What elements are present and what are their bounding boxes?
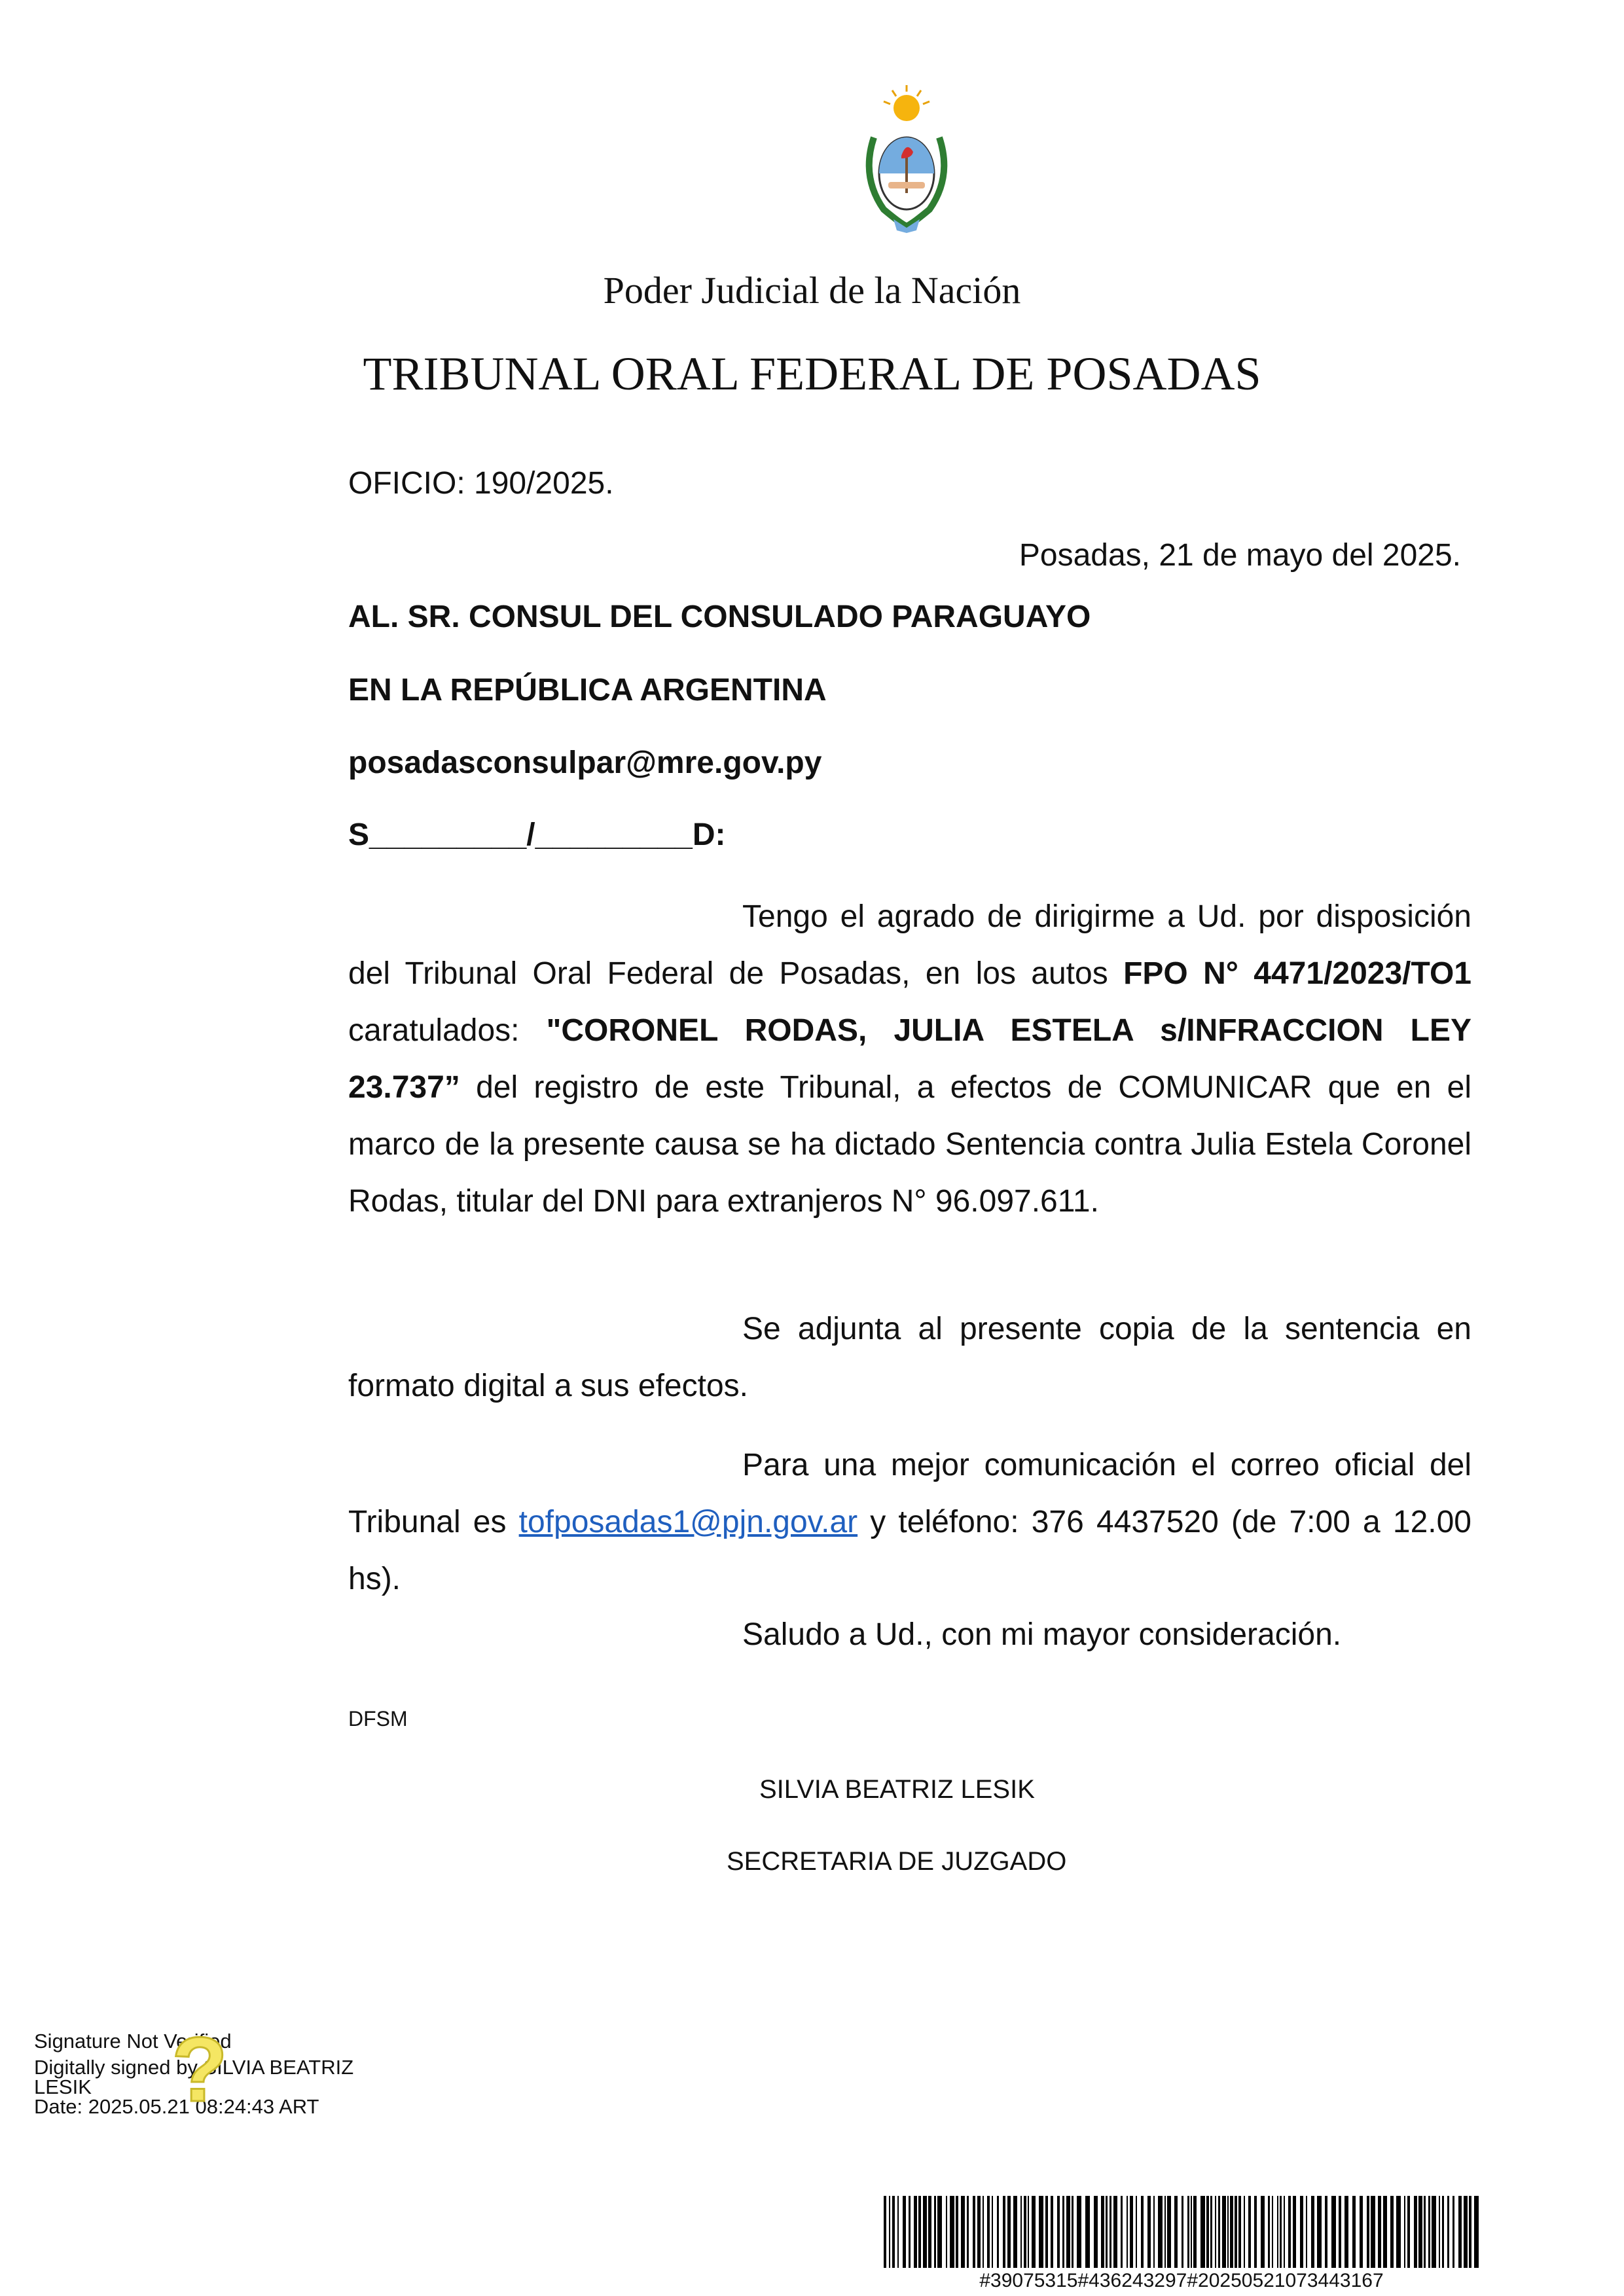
signature-status: Signature Not Verified [34, 2030, 232, 2053]
signer-title: SECRETARIA DE JUZGADO [727, 1847, 1067, 1876]
closing-line: Saludo a Ud., con mi mayor consideración. [742, 1617, 1342, 1652]
paragraph-text: Para una mejor comunicación el correo oficial del Tribunal es [348, 1448, 1471, 1539]
paragraph-text: Se adjunta al presente copia de la sentencia en formato digital a sus efectos. [348, 1312, 1471, 1403]
recipient-email: posadasconsulpar@mre.gov.py [348, 745, 822, 780]
svg-text:?: ? [171, 2022, 228, 2121]
signature-date: Date: 2025.05.21 08:24:43 ART [34, 2095, 319, 2118]
signature-signed-by-cont: LESIK [34, 2075, 92, 2098]
coat-of-arms-emblem [854, 79, 959, 236]
court-heading: TRIBUNAL ORAL FEDERAL DE POSADAS [363, 348, 1261, 400]
case-number: FPO N° 4471/2023/TO1 [1123, 956, 1472, 991]
signature-signed-by: Digitally signed by SILVIA BEATRIZ [34, 2056, 354, 2079]
body-paragraph-3 [348, 1437, 1471, 1607]
tribunal-email-link[interactable]: tofposadas1@pjn.gov.ar [518, 1505, 858, 1539]
recipient-line-1: AL. SR. CONSUL DEL CONSULADO PARAGUAYO [348, 600, 1091, 634]
paragraph-text: del registro de este Tribunal, a efectos de COMUNICAR que en el marco de la presente causa se ha dictado Sentencia contra Julia Estela Coronel Rodas, titular del DNI para extranjeros N° 96.097.611. [348, 1070, 1471, 1219]
sun-icon [884, 85, 929, 121]
recipient-line-2: EN LA REPÚBLICA ARGENTINA [348, 673, 827, 708]
paragraph-text: y teléfono: 376 4437520 (de 7:00 a 12.00 hs). [348, 1505, 1471, 1596]
barcode-text: #39075315#436243297#20250521073443167 [979, 2270, 1384, 2291]
place-date: Posadas, 21 de mayo del 2025. [1019, 538, 1461, 573]
question-mark-icon [164, 2022, 236, 2121]
barcode [884, 2196, 1479, 2268]
paragraph-text: Tengo el agrado de dirigirme a Ud. por disposición del Tribunal Oral Federal de Posadas, en los autos [348, 899, 1471, 991]
initials: DFSM [348, 1707, 408, 1731]
body-paragraph-1 [348, 888, 1471, 1230]
paragraph-text: caratulados: [348, 1013, 547, 1048]
salutation-line: S_________/_________D: [348, 817, 726, 852]
oficio-number: OFICIO: 190/2025. [348, 466, 614, 501]
case-title: "CORONEL RODAS, JULIA ESTELA s/INFRACCION LEY 23.737” [348, 1013, 1471, 1105]
body-paragraph-2 [348, 1300, 1471, 1414]
institution-heading: Poder Judicial de la Nación [603, 269, 1021, 312]
signer-name: SILVIA BEATRIZ LESIK [759, 1775, 1035, 1804]
